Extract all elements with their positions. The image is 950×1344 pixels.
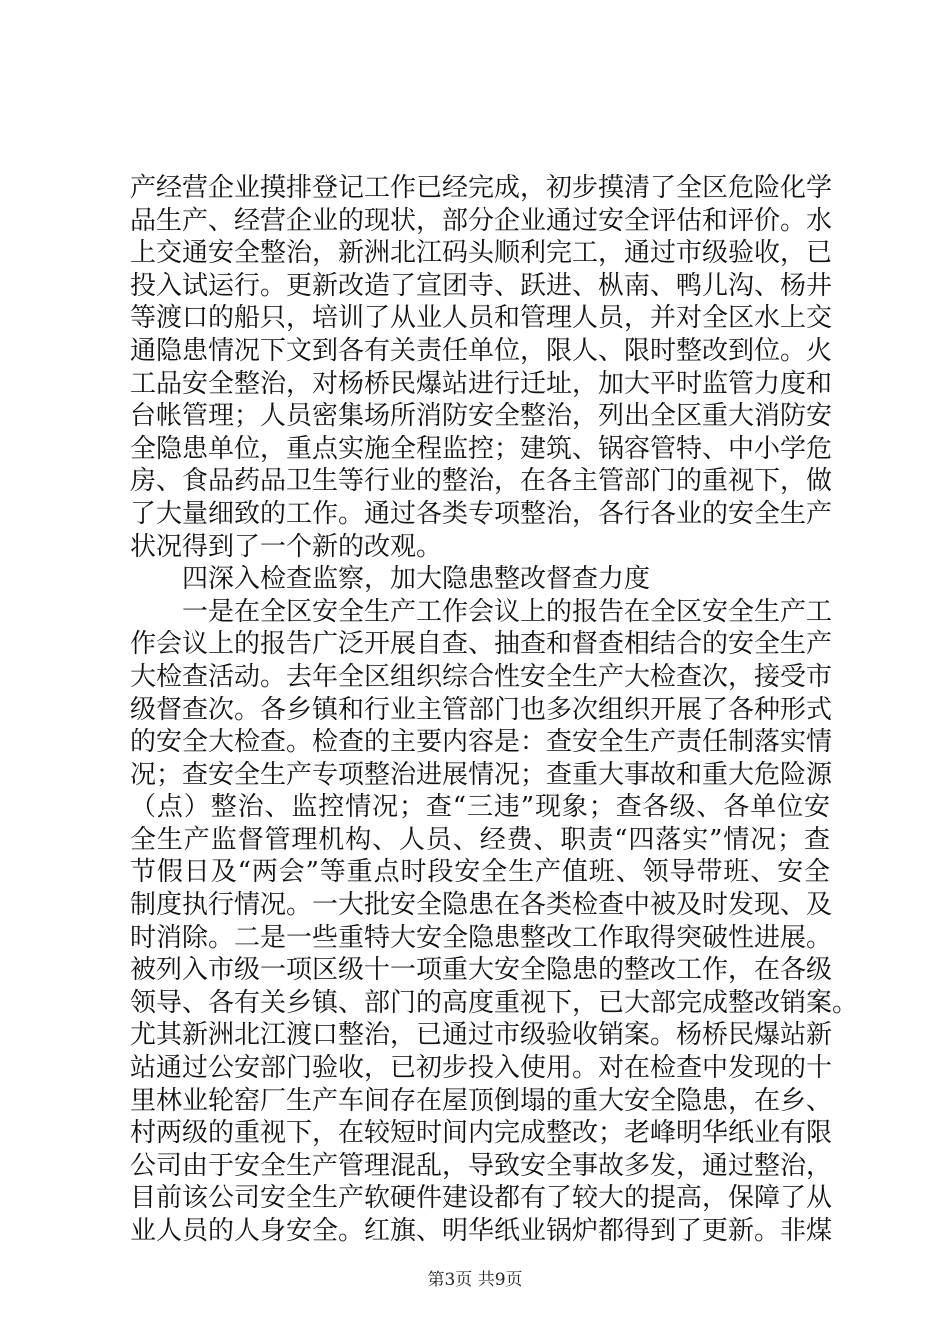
text-line: 里林业轮窑厂生产车间存在屋顶倒塌的重大安全隐患，在乡、 <box>130 1085 833 1116</box>
text-line: 节假日及“两会”等重点时段安全生产值班、领导带班、安全 <box>130 857 830 888</box>
text-line: 目前该公司安全生产软硬件建设都有了较大的提高，保障了从 <box>130 1183 833 1214</box>
text-line: 的安全大检查。检查的主要内容是：查安全生产责任制落实情 <box>130 727 833 758</box>
text-line: 房、食品药品卫生等行业的整治，在各主管部门的重视下，做 <box>130 466 833 497</box>
text-line: 作会议上的报告广泛开展自查、抽查和督查相结合的安全生产 <box>130 629 833 660</box>
text-line: 村两级的重视下，在较短时间内完成整改；老峰明华纸业有限 <box>130 1118 833 1149</box>
text-line: 站通过公安部门验收，已初步投入使用。对在检查中发现的十 <box>130 1053 833 1084</box>
text-line: 台帐管理；人员密集场所消防安全整治，列出全区重大消防安 <box>130 401 833 432</box>
text-line: 投入试运行。更新改造了宣团寺、跃进、枞南、鸭儿沟、杨井 <box>130 270 833 301</box>
text-line: 被列入市级一项区级十一项重大安全隐患的整改工作，在各级 <box>130 955 833 986</box>
text-line: 全生产监督管理机构、人员、经费、职责“四落实”情况；查 <box>130 824 830 855</box>
page-number-footer: 第3页 共9页 <box>427 1270 523 1290</box>
text-line: 大检查活动。去年全区组织综合性安全生产大检查次，接受市 <box>130 661 833 692</box>
text-line: 公司由于安全生产管理混乱，导致安全事故多发，通过整治， <box>130 1150 833 1181</box>
text-line: 等渡口的船只，培训了从业人员和管理人员，并对全区水上交 <box>130 303 833 334</box>
text-line: 业人员的人身安全。红旗、明华纸业锅炉都得到了更新。非煤 <box>130 1216 833 1246</box>
text-line: 时消除。二是一些重特大安全隐患整改工作取得突破性进展。 <box>130 922 833 953</box>
text-line: 全隐患单位，重点实施全程监控；建筑、锅容管特、中小学危 <box>130 433 833 464</box>
text-line: 一是在全区安全生产工作会议上的报告在全区安全生产工 <box>130 596 833 627</box>
text-line: （点）整治、监控情况；查“三违”现象；查各级、各单位安 <box>130 792 830 823</box>
text-line: 四深入检查监察，加大隐患整改督查力度 <box>130 564 651 595</box>
text-line: 级督查次。各乡镇和行业主管部门也多次组织开展了各种形式 <box>130 694 833 725</box>
text-line: 尤其新洲北江渡口整治，已通过市级验收销案。杨桥民爆站新 <box>130 1020 833 1051</box>
text-line: 况；查安全生产专项整治进展情况；查重大事故和重大危险源 <box>130 759 833 790</box>
text-line: 品生产、经营企业的现状，部分企业通过安全评估和评价。水 <box>130 205 833 236</box>
text-line: 通隐患情况下文到各有关责任单位，限人、限时整改到位。火 <box>130 335 833 366</box>
text-line: 了大量细致的工作。通过各类专项整治，各行各业的安全生产 <box>130 498 833 529</box>
text-line: 工品安全整治，对杨桥民爆站进行迁址，加大平时监管力度和 <box>130 368 833 399</box>
text-line: 状况得到了一个新的改观。 <box>130 531 443 562</box>
text-line: 产经营企业摸排登记工作已经完成，初步摸清了全区危险化学 <box>130 173 833 203</box>
body-text <box>130 172 859 1248</box>
text-line: 领导、各有关乡镇、部门的高度重视下，已大部完成整改销案。 <box>130 987 859 1018</box>
text-line: 上交通安全整治，新洲北江码头顺利完工，通过市级验收，已 <box>130 238 833 269</box>
text-line: 制度执行情况。一大批安全隐患在各类检查中被及时发现、及 <box>130 890 833 921</box>
